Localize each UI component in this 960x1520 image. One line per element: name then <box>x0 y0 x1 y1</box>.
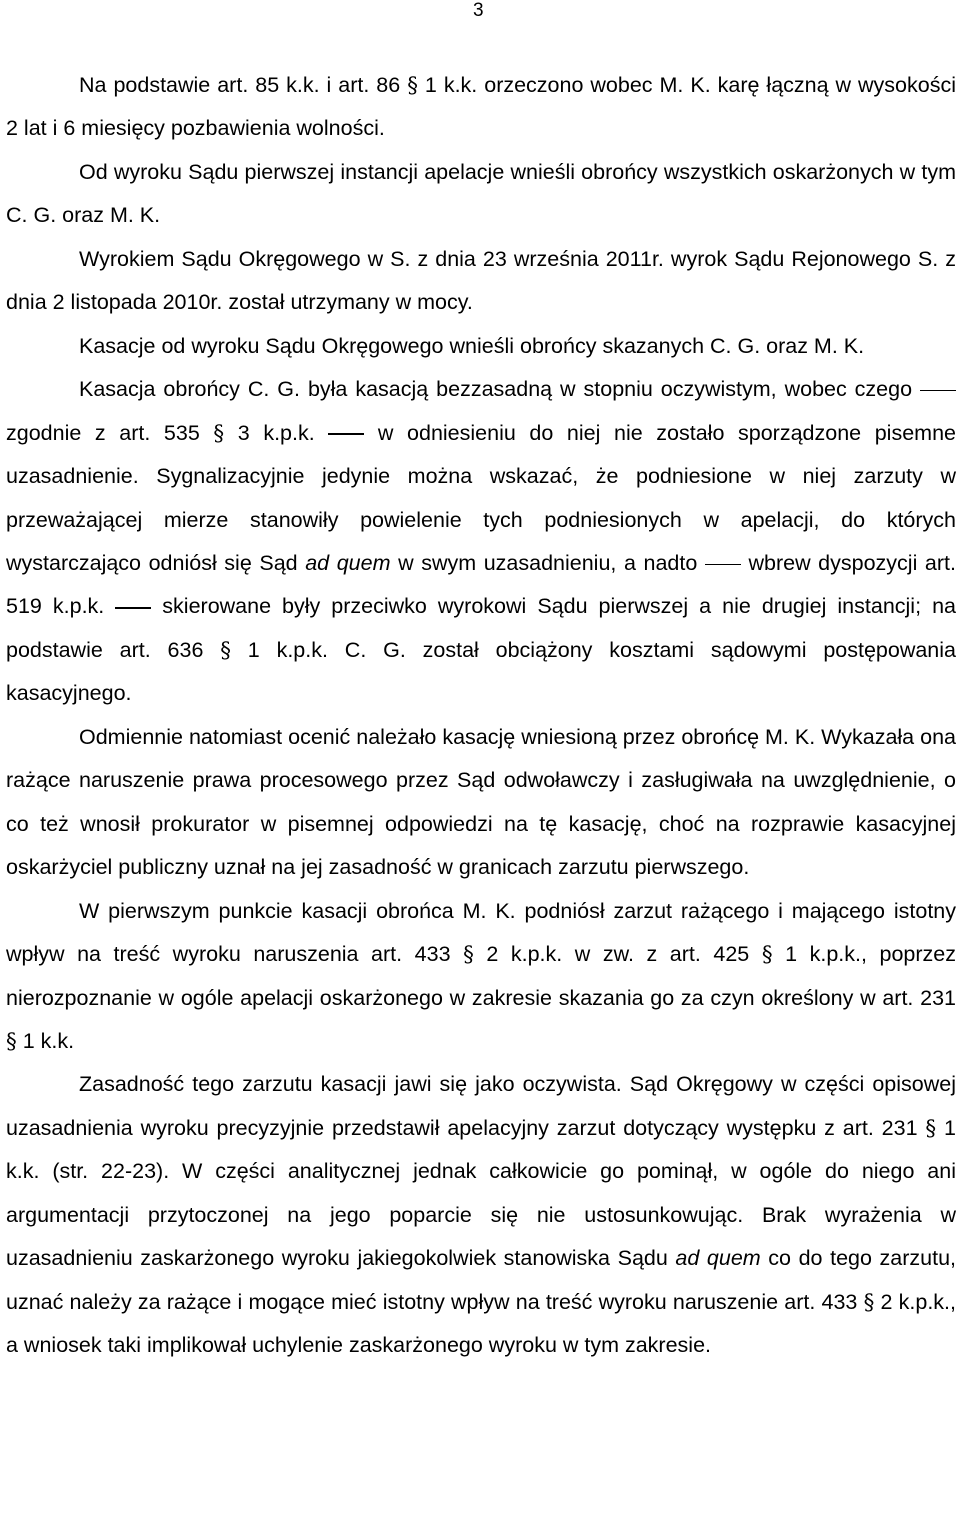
text-run: Odmiennie natomiast ocenić należało kasację wniesioną przez obrońcę M. K. Wykazała ona rażące naruszenie prawa procesowego przez Sąd odwoławczy i zasługiwała na uwzględnienie, o co też wnosił prokurator w pisemnej odpowiedzi na tę kasację, choć na rozprawie kasacyjnej oskarżyciel publiczny uznał na jej zasadność w granicach zarzutu pierwszego. <box>6 724 956 880</box>
paragraph <box>6 890 956 1064</box>
section-sign: § <box>6 1028 17 1054</box>
document-body <box>6 64 956 1368</box>
text-run: 1 k.k. (str. 22-23). W części analitycznej jednak całkowicie go pominął, w ogóle do niego ani argumentacji przytoczonej na jego poparcie się nie ustosunkowując. Brak wyrażenia w uzasadnieniu zaskarżonego wyroku jakiegokolwiek stanowiska Sądu <box>6 1115 956 1271</box>
section-sign: § <box>213 420 225 446</box>
text-run: skierowane były przeciwko wyrokowi Sądu pierwszej a nie drugiej instancji; na podstawie art. 636 <box>6 594 956 662</box>
section-sign: § <box>863 1289 875 1315</box>
page-number: 3 <box>473 0 484 21</box>
text-run: Na podstawie art. 85 k.k. i art. 86 <box>79 73 408 97</box>
paragraph <box>6 238 956 325</box>
text-run: zgodnie z art. 535 <box>6 420 214 445</box>
paragraph <box>6 151 956 238</box>
section-sign: § <box>925 1115 937 1141</box>
text-run: Wyrokiem Sądu Okręgowego w S. z dnia 23 września 2011r. wyrok Sądu Rejonowego S. z dnia 2 listopada 2010r. został utrzymany w mocy. <box>6 246 956 315</box>
section-sign: § <box>220 637 231 663</box>
text-run: w odniesieniu do niej nie zostało sporządzone pisemne uzasadnienie. Sygnalizacyjnie jedynie można wskazać, że podniesione w niej zarzuty w przeważającej mierze stanowiły powielenie tych podniesionych w apelacji, do których wystarczająco odniósł się Sąd <box>6 420 956 575</box>
text-run: Zasadność tego zarzutu kasacji jawi się jako oczywista. Sąd Okręgowy w części opisowej uzasadnienia wyroku precyzyjnie przedstawił apelacyjny zarzut dotyczący występku z art. 231 <box>6 1072 956 1140</box>
text-run: Kasacja obrońcy C. G. była kasacją bezzasadną w stopniu oczywistym, wobec czego <box>79 377 920 402</box>
text-run: 1 k.k. <box>16 1028 75 1053</box>
paragraph <box>6 1063 956 1367</box>
text-run: Od wyroku Sądu pierwszej instancji apelacje wnieśli obrońcy wszystkich oskarżonych w tym C. G. oraz M. K. <box>6 159 956 228</box>
text-run: wbrew dyspozycji art. 519 k.p.k. <box>6 550 956 619</box>
text-run: 1 k.p.k. C. G. został obciążony kosztami sądowymi postępowania kasacyjnego. <box>6 637 956 706</box>
em-dash <box>115 607 151 609</box>
italic-phrase: ad quem <box>305 550 391 575</box>
text-run: W pierwszym punkcie kasacji obrońca M. K. podniósł zarzut rażącego i mającego istotny wpływ na treść wyroku naruszenia art. 433 <box>6 898 956 967</box>
text-run: 3 k.p.k. <box>224 420 329 445</box>
italic-phrase: ad quem <box>675 1246 761 1271</box>
text-run: co do tego zarzutu, uznać należy za rażące i mogące mieć istotny wpływ na treść wyroku naruszenie art. 433 <box>6 1246 957 1314</box>
em-dash <box>705 564 741 566</box>
paragraph <box>6 368 956 716</box>
text-run: w swym uzasadnieniu, a nadto <box>390 550 705 575</box>
text-run: 2 k.p.k. w zw. z art. 425 <box>473 942 762 967</box>
text-run: 1 k.p.k., poprzez nierozpoznanie w ogóle apelacji oskarżonego w zakresie skazania go za czyn określony w art. 231 <box>6 942 956 1010</box>
paragraph <box>6 64 956 151</box>
section-sign: § <box>407 73 418 98</box>
em-dash <box>920 390 956 392</box>
paragraph <box>6 325 956 368</box>
text-run: Kasacje od wyroku Sądu Okręgowego wnieśli obrońcy skazanych C. G. oraz M. K. <box>79 333 865 358</box>
section-sign: § <box>761 942 773 968</box>
text-run: 1 k.k. orzeczono wobec M. K. karę łączną w wysokości 2 lat i 6 miesięcy pozbawienia wolności. <box>6 73 956 141</box>
section-sign: § <box>463 942 474 968</box>
paragraph <box>6 716 956 890</box>
text-run: 2 k.p.k., a wniosek taki implikował uchylenie zaskarżonego wyroku w tym zakresie. <box>6 1289 956 1358</box>
em-dash <box>328 433 364 435</box>
